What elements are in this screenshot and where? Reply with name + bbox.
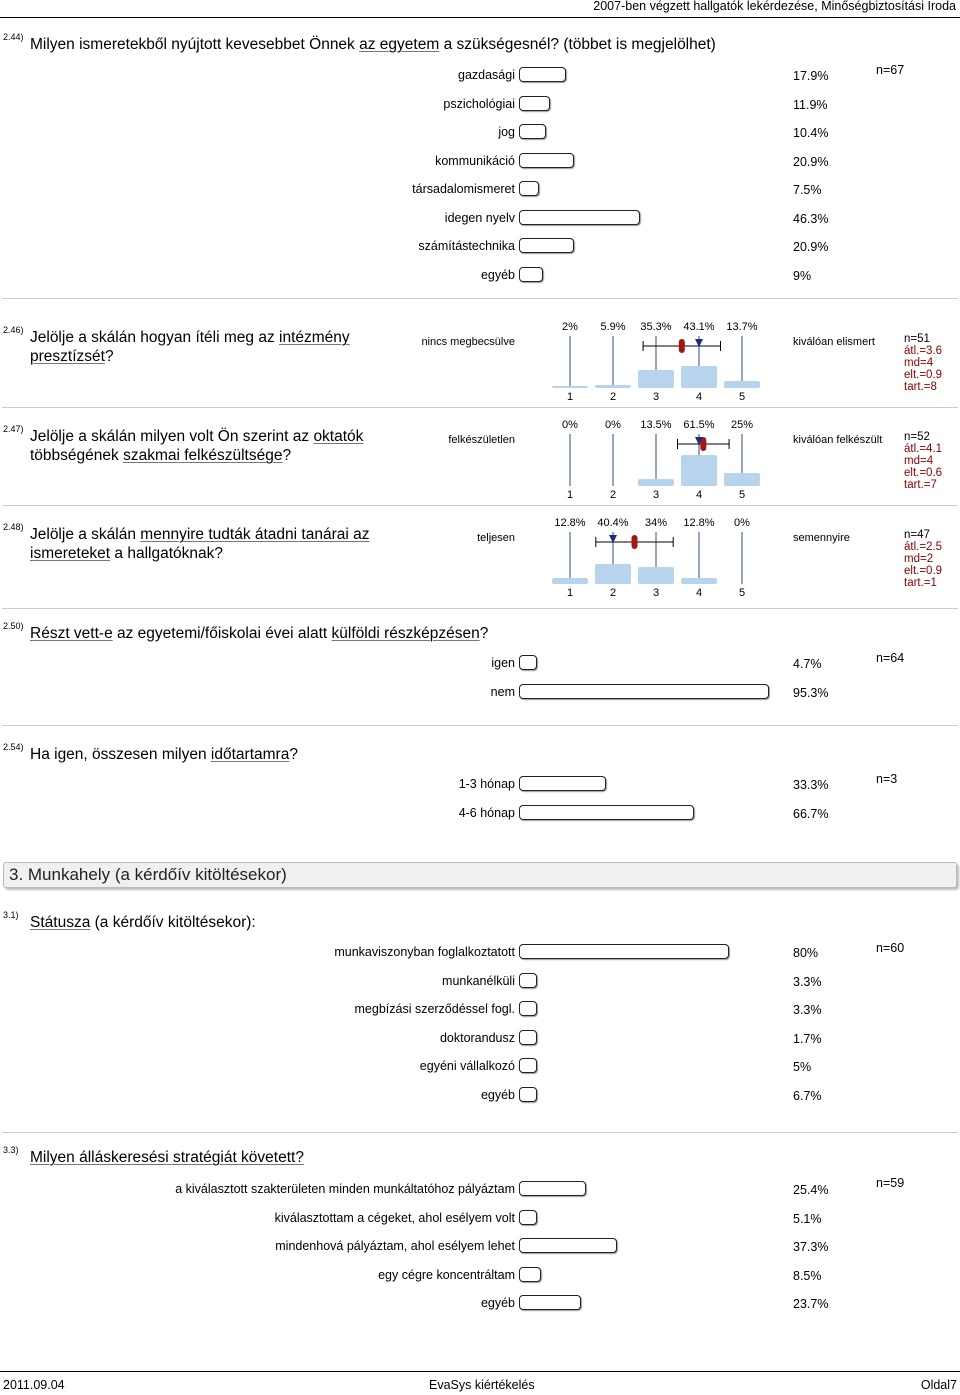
option-percentage: 11.9% <box>793 97 828 112</box>
scale-tick-label: 2 <box>609 587 617 599</box>
option-label: gazdasági <box>458 68 515 82</box>
mean-marker <box>679 339 685 353</box>
option-label: kiválasztottam a cégeket, ahol esélyem volt <box>274 1210 515 1225</box>
scale-percentage: 25% <box>730 419 754 431</box>
option-percentage: 9% <box>793 268 812 283</box>
question-number: 2.50) <box>3 621 24 631</box>
statistics-box <box>904 333 942 393</box>
option-label: munkaviszonyban foglalkoztatott <box>334 945 515 959</box>
scale-bar <box>638 370 674 388</box>
scale-percentage: 40.4% <box>597 517 629 529</box>
scale-left-label: teljesen <box>477 532 515 544</box>
option-label: egyéni vállalkozó <box>419 1059 515 1074</box>
footer-date: 2011.09.04 <box>3 1378 65 1392</box>
scale-tick-label: 5 <box>738 587 746 599</box>
option-label: nem <box>490 684 515 699</box>
option-label: kommunikáció <box>435 153 515 168</box>
statistics-box <box>904 529 942 589</box>
stat-abstain: tart.=7 <box>904 479 937 491</box>
option-label: társadalomismeret <box>412 182 515 196</box>
percentage-bar <box>519 805 694 820</box>
divider <box>2 1132 958 1133</box>
option-percentage: 46.3% <box>793 211 829 226</box>
question-number: 2.46) <box>3 325 24 335</box>
scale-tick-label: 2 <box>609 391 617 403</box>
question-text: Jelölje a skálán milyen volt Ön szerint az oktatók többségének szakmai felkészültsége? <box>30 428 364 464</box>
option-percentage: 20.9% <box>793 154 829 169</box>
scale-percentage: 12.8% <box>683 517 715 529</box>
scale-tick-label: 1 <box>566 587 574 599</box>
scale-percentage: 5.9% <box>600 321 626 333</box>
scale-left-label: nincs megbecsülve <box>421 336 515 348</box>
stat-n: n=52 <box>904 431 930 443</box>
percentage-bar <box>519 776 606 791</box>
scale-right-label: semennyire <box>793 532 850 544</box>
percentage-bar <box>519 944 729 959</box>
question-text: Jelölje a skálán mennyire tudták átadni tanárai az ismereteket a hallgatóknak? <box>30 526 370 562</box>
percentage-bar <box>519 684 769 699</box>
likert-scale-chart <box>540 514 780 600</box>
scale-bar <box>552 386 588 388</box>
percentage-bar <box>519 96 550 111</box>
response-count: n=59 <box>876 1176 905 1190</box>
response-count: n=67 <box>876 63 905 77</box>
header-divider <box>0 17 960 18</box>
option-label: pszichológiai <box>443 96 515 111</box>
percentage-bar <box>519 267 543 282</box>
option-label: munkanélküli <box>442 973 515 988</box>
option-percentage: 66.7% <box>793 806 829 821</box>
option-percentage: 7.5% <box>793 183 822 197</box>
likert-scale-chart <box>540 416 780 502</box>
scale-bar <box>681 366 717 388</box>
scale-tick-label: 1 <box>566 489 574 501</box>
divider <box>2 505 958 506</box>
option-percentage: 3.3% <box>793 1003 822 1018</box>
percentage-bar <box>519 1210 537 1225</box>
percentage-bar <box>519 655 537 670</box>
option-percentage: 6.7% <box>793 1089 822 1103</box>
likert-scale-chart <box>540 318 780 404</box>
scale-percentage: 0% <box>605 419 621 431</box>
question-number: 2.44) <box>3 32 24 42</box>
option-percentage: 95.3% <box>793 685 829 700</box>
scale-bar <box>552 578 588 584</box>
stat-sd: elt.=0.6 <box>904 467 943 479</box>
question-number: 3.3) <box>3 1145 19 1155</box>
question-text: Részt vett-e az egyetemi/főiskolai évei alatt külföldi részképzésen? <box>30 625 489 642</box>
scale-bar <box>638 567 674 584</box>
scale-percentage: 0% <box>562 419 578 431</box>
option-percentage: 4.7% <box>793 657 822 671</box>
scale-tick-label: 5 <box>738 391 746 403</box>
scale-tick-label: 4 <box>695 489 703 501</box>
percentage-bar <box>519 238 574 253</box>
percentage-bar <box>519 1087 537 1102</box>
stat-sd: elt.=0.9 <box>904 565 943 577</box>
response-count: n=60 <box>876 941 905 955</box>
section-heading: 3. Munkahely (a kérdőív kitöltésekor) <box>3 862 957 888</box>
scale-bar <box>638 479 674 486</box>
mean-marker <box>632 535 638 549</box>
divider <box>2 608 958 609</box>
option-percentage: 5.1% <box>793 1211 822 1226</box>
percentage-bar <box>519 1058 537 1073</box>
option-percentage: 23.7% <box>793 1297 829 1311</box>
option-label: doktorandusz <box>439 1030 515 1045</box>
scale-left-label: felkészületlen <box>448 434 515 446</box>
scale-bar <box>681 455 717 486</box>
stat-n: n=47 <box>904 529 930 541</box>
scale-percentage: 43.1% <box>683 321 715 333</box>
scale-right-label: kiválóan elismert <box>793 336 875 348</box>
question-text: Milyen ismeretekből nyújtott kevesebbet Önnek az egyetem a szükségesnél? (többet is megjelölhet) <box>30 36 716 53</box>
scale-bar <box>595 564 631 584</box>
percentage-bar <box>519 1030 537 1045</box>
option-percentage: 80% <box>793 946 819 960</box>
scale-tick-label: 4 <box>695 391 703 403</box>
percentage-bar <box>519 181 539 196</box>
option-label: a kiválasztott szakterületen minden munkáltatóhoz pályáztam <box>175 1182 515 1196</box>
question-number: 2.54) <box>3 742 24 752</box>
divider <box>2 298 958 299</box>
scale-tick-label: 5 <box>738 489 746 501</box>
percentage-bar <box>519 67 566 82</box>
scale-bar <box>681 578 717 584</box>
option-label: 4-6 hónap <box>458 805 515 820</box>
scale-percentage: 13.7% <box>726 321 758 333</box>
percentage-bar <box>519 1295 581 1310</box>
scale-percentage: 61.5% <box>683 419 715 431</box>
scale-bar <box>595 385 631 388</box>
stat-mean: átl.=4.1 <box>904 443 943 455</box>
option-percentage: 1.7% <box>793 1031 822 1046</box>
report-header-title: 2007-ben végzett hallgatók lekérdezése, Minőségbiztosítási Iroda <box>593 0 956 13</box>
option-percentage: 37.3% <box>793 1240 829 1254</box>
response-count: n=64 <box>876 651 905 665</box>
divider <box>2 725 958 726</box>
scale-tick-label: 3 <box>652 391 660 403</box>
scale-percentage: 12.8% <box>554 517 586 529</box>
footer-center-text: EvaSys kiértékelés <box>429 1378 535 1392</box>
option-label: egyéb <box>480 1088 515 1102</box>
scale-right-label: kiválóan felkészült <box>793 434 883 446</box>
question-text: Ha igen, összesen milyen időtartamra? <box>30 746 298 763</box>
option-percentage: 5% <box>793 1060 812 1075</box>
percentage-bar <box>519 1001 537 1016</box>
scale-tick-label: 3 <box>652 587 660 599</box>
option-label: számítástechnika <box>418 239 515 253</box>
option-label: mindenhová pályáztam, ahol esélyem lehet <box>275 1239 515 1253</box>
question-number: 2.48) <box>3 522 24 532</box>
option-label: egyéb <box>480 267 515 282</box>
scale-percentage: 35.3% <box>640 321 672 333</box>
percentage-bar <box>519 210 640 225</box>
option-percentage: 33.3% <box>793 778 829 792</box>
question-text: Státusza (a kérdőív kitöltésekor): <box>30 914 256 931</box>
option-label: jog <box>498 125 515 139</box>
percentage-bar <box>519 973 537 988</box>
footer-divider <box>0 1371 960 1372</box>
stat-abstain: tart.=1 <box>904 577 937 589</box>
stat-median: md=2 <box>904 553 934 565</box>
percentage-bar <box>519 1267 541 1282</box>
scale-percentage: 0% <box>734 517 750 529</box>
scale-percentage: 34% <box>644 517 668 529</box>
option-label: igen <box>491 656 515 670</box>
option-label: idegen nyelv <box>444 210 515 225</box>
option-percentage: 25.4% <box>793 1183 829 1197</box>
option-percentage: 20.9% <box>793 240 829 254</box>
percentage-bar <box>519 1238 617 1253</box>
divider <box>2 407 958 408</box>
footer-page: Oldal7 <box>920 1378 957 1392</box>
stat-median: md=4 <box>904 357 934 369</box>
question-text: Jelölje a skálán hogyan ítéli meg az intézmény presztízsét? <box>30 329 350 365</box>
percentage-bar <box>519 153 574 168</box>
scale-tick-label: 1 <box>566 391 574 403</box>
stat-mean: átl.=2.5 <box>904 541 943 553</box>
question-text: Milyen álláskeresési stratégiát követett? <box>30 1149 304 1166</box>
scale-bar <box>724 381 760 388</box>
option-label: egyéb <box>480 1296 515 1310</box>
option-label: megbízási szerződéssel fogl. <box>354 1002 515 1017</box>
scale-tick-label: 3 <box>652 489 660 501</box>
scale-tick-label: 2 <box>609 489 617 501</box>
stat-n: n=51 <box>904 333 930 345</box>
response-count: n=3 <box>876 772 898 786</box>
stat-median: md=4 <box>904 455 934 467</box>
scale-bar <box>724 473 760 486</box>
scale-percentage: 13.5% <box>640 419 672 431</box>
option-percentage: 10.4% <box>793 126 829 140</box>
question-number: 2.47) <box>3 424 24 434</box>
scale-tick-label: 4 <box>695 587 703 599</box>
option-percentage: 3.3% <box>793 974 822 989</box>
option-label: 1-3 hónap <box>458 777 515 791</box>
scale-percentage: 2% <box>562 321 578 333</box>
stat-abstain: tart.=8 <box>904 381 937 393</box>
stat-mean: átl.=3.6 <box>904 345 943 357</box>
percentage-bar <box>519 1181 586 1196</box>
stat-sd: elt.=0.9 <box>904 369 943 381</box>
option-percentage: 17.9% <box>793 69 829 83</box>
option-percentage: 8.5% <box>793 1268 822 1283</box>
question-number: 3.1) <box>3 910 19 920</box>
statistics-box <box>904 431 942 491</box>
option-label: egy cégre koncentráltam <box>378 1267 515 1282</box>
percentage-bar <box>519 124 546 139</box>
